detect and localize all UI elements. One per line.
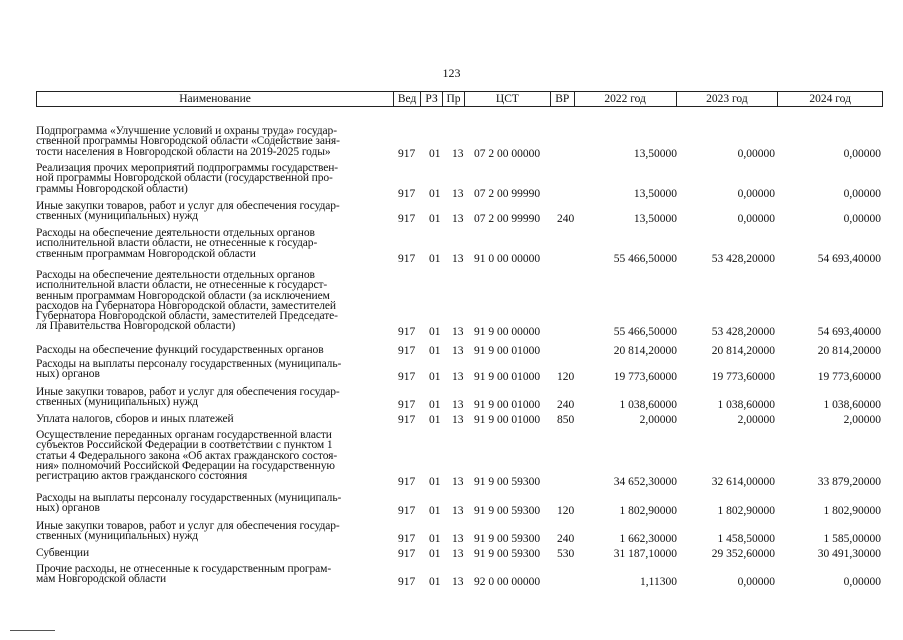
row-name-line: ных) органов [36, 502, 100, 515]
table-row [36, 493, 883, 516]
row-name-line: исполнительной власти области, не отнесенные к государст- [36, 279, 328, 292]
row-name-line: Иные закупки товаров, работ и услуг для обеспечения государ- [36, 520, 340, 532]
cell-y2024: 19 773,60000 [817, 371, 881, 383]
cell-y2023: 20 814,20000 [711, 345, 775, 357]
cell-pr: 13 [452, 505, 464, 517]
cell-y2024: 54 693,40000 [817, 326, 881, 338]
cell-cst: 91 9 00 01000 [474, 414, 541, 426]
cell-y2024: 54 693,40000 [817, 253, 881, 265]
row-name-line: ственных (муниципальных) нужд [36, 210, 199, 223]
row-name-line: регистрацию актов гражданского состояния [36, 470, 248, 483]
budget-table [36, 91, 883, 588]
cell-y2023: 0,00000 [737, 148, 775, 160]
row-values [36, 145, 883, 160]
cell-vr: 240 [557, 399, 575, 411]
cell-pr: 13 [452, 533, 464, 545]
cell-ved: 917 [398, 576, 416, 588]
row-name-line: ной программы Новгородской области (государственной про- [36, 172, 333, 185]
cell-y2023: 53 428,20000 [711, 326, 775, 338]
row-name-line: тости населения в Новгородской области на 2019-2025 годы» [36, 145, 331, 158]
table-row [36, 201, 883, 224]
cell-cst: 91 9 00 59300 [474, 476, 541, 488]
row-name-line: ственных (муниципальных) нужд [36, 396, 199, 409]
table-row [36, 548, 883, 560]
row-values [36, 210, 883, 225]
cell-ved: 917 [398, 505, 416, 517]
row-name-line: Прочие расходы, не отнесенные к государственным програм- [36, 563, 332, 575]
cell-vr: 850 [557, 414, 575, 426]
row-values [36, 326, 883, 338]
header-name: Наименование [37, 92, 394, 106]
cell-ved: 917 [398, 533, 416, 545]
cell-cst: 07 2 00 99990 [474, 213, 541, 225]
row-name-line: граммы Новгородской области) [36, 182, 188, 195]
cell-y2024: 1 802,90000 [823, 505, 881, 517]
cell-cst: 07 2 00 99990 [474, 188, 541, 200]
cell-y2024: 0,00000 [843, 148, 881, 160]
cell-y2023: 32 614,00000 [711, 476, 775, 488]
row-name-line: ля Правительства Новгородской области) [36, 320, 236, 333]
cell-y2023: 0,00000 [737, 188, 775, 200]
footer-divider [10, 630, 55, 631]
cell-cst: 91 9 00 59300 [474, 548, 541, 560]
row-name-line: мам Новгородской области [36, 573, 167, 586]
cell-cst: 91 9 00 59300 [474, 505, 541, 517]
header-2023: 2023 год [677, 92, 779, 106]
cell-pr: 13 [452, 326, 464, 338]
header-vr: ВР [551, 92, 575, 106]
row-name-line: ния» полномочий Российской Федерации на государственную [36, 459, 335, 472]
cell-rz: 01 [429, 326, 441, 338]
row-name-line: Иные закупки товаров, работ и услуг для обеспечения государ- [36, 386, 340, 398]
cell-rz: 01 [429, 505, 441, 517]
row-name-line: субъектов Российской Федерации в соответствии с пунктом 1 [36, 439, 333, 452]
row-name-line: статьи 4 Федерального закона «Об актах гражданского состоя- [36, 449, 338, 462]
table-row [36, 521, 883, 544]
cell-cst: 91 9 00 00000 [474, 326, 541, 338]
cell-ved: 917 [398, 548, 416, 560]
row-name-line: Губернатора Новгородской области, заместителей Председате- [36, 310, 338, 323]
cell-y2022: 20 814,20000 [613, 345, 677, 357]
cell-rz: 01 [429, 213, 441, 225]
cell-vr: 120 [557, 371, 575, 383]
cell-rz: 01 [429, 548, 441, 560]
row-name [36, 430, 386, 481]
cell-y2022: 1,11300 [640, 576, 677, 588]
cell-y2024: 0,00000 [843, 188, 881, 200]
cell-rz: 01 [429, 345, 441, 357]
cell-ved: 917 [398, 476, 416, 488]
row-values [36, 414, 883, 426]
table-row [36, 162, 883, 200]
cell-y2022: 1 038,60000 [619, 399, 677, 411]
row-name-line: Осуществление переданных органам государственной власти [36, 429, 332, 441]
cell-y2022: 13,50000 [633, 188, 677, 200]
cell-rz: 01 [429, 371, 441, 383]
cell-y2022: 1 662,30000 [619, 533, 677, 545]
row-name-line: расходов на Губернатора Новгородской области, заместителей [36, 299, 336, 312]
cell-y2024: 0,00000 [843, 576, 881, 588]
cell-rz: 01 [429, 188, 441, 200]
cell-ved: 917 [398, 148, 416, 160]
cell-y2024: 2,00000 [843, 414, 881, 426]
cell-y2023: 1 802,90000 [717, 505, 775, 517]
row-name-line: Иные закупки товаров, работ и услуг для обеспечения государ- [36, 200, 340, 212]
cell-vr: 530 [557, 548, 575, 560]
row-name-line: ных) органов [36, 368, 100, 381]
row-name-line: ственной программы Новгородской области «Содействие заня- [36, 135, 340, 148]
cell-rz: 01 [429, 148, 441, 160]
cell-y2023: 2,00000 [737, 414, 775, 426]
table-row [36, 429, 883, 488]
cell-pr: 13 [452, 399, 464, 411]
cell-y2024: 20 814,20000 [817, 345, 881, 357]
cell-rz: 01 [429, 253, 441, 265]
header-pr: Пр [443, 92, 465, 106]
cell-y2022: 1 802,90000 [619, 505, 677, 517]
cell-cst: 07 2 00 00000 [474, 148, 541, 160]
cell-ved: 917 [398, 253, 416, 265]
row-name-line: Расходы на выплаты персоналу государственных (муниципаль- [36, 358, 342, 370]
cell-ved: 917 [398, 345, 416, 357]
cell-y2022: 13,50000 [633, 148, 677, 160]
cell-y2023: 29 352,60000 [711, 548, 775, 560]
cell-vr: 240 [557, 213, 575, 225]
row-values [36, 396, 883, 411]
cell-y2022: 31 187,10000 [613, 548, 677, 560]
cell-vr: 120 [557, 505, 575, 517]
cell-y2024: 1 585,00000 [823, 533, 881, 545]
header-2022: 2022 год [575, 92, 677, 106]
cell-pr: 13 [452, 414, 464, 426]
row-values [36, 530, 883, 545]
cell-ved: 917 [398, 399, 416, 411]
cell-y2023: 53 428,20000 [711, 253, 775, 265]
row-values [36, 188, 883, 200]
cell-pr: 13 [452, 476, 464, 488]
cell-pr: 13 [452, 345, 464, 357]
cell-ved: 917 [398, 326, 416, 338]
cell-y2024: 30 491,30000 [817, 548, 881, 560]
row-values [36, 548, 883, 560]
cell-y2023: 1 038,60000 [717, 399, 775, 411]
table-row [36, 345, 883, 357]
cell-vr: 240 [557, 533, 575, 545]
header-cst: ЦСТ [465, 92, 551, 106]
header-rz: РЗ [421, 92, 443, 106]
row-name-line: ственных (муниципальных) нужд [36, 530, 199, 543]
row-name-line: Расходы на выплаты персоналу государственных (муниципаль- [36, 492, 342, 504]
cell-pr: 13 [452, 148, 464, 160]
cell-rz: 01 [429, 533, 441, 545]
row-name-line: Уплата налогов, сборов и иных платежей [36, 413, 234, 425]
cell-ved: 917 [398, 188, 416, 200]
cell-ved: 917 [398, 414, 416, 426]
cell-ved: 917 [398, 371, 416, 383]
cell-y2023: 1 458,50000 [717, 533, 775, 545]
cell-y2022: 55 466,50000 [613, 326, 677, 338]
cell-y2024: 1 038,60000 [823, 399, 881, 411]
row-name-line: Реализация прочих мероприятий подпрограммы государствен- [36, 162, 339, 174]
row-values [36, 476, 883, 488]
cell-y2022: 34 652,30000 [613, 476, 677, 488]
row-values [36, 253, 883, 265]
row-name-line: ственным программам Новгородской области [36, 247, 256, 260]
cell-rz: 01 [429, 414, 441, 426]
cell-pr: 13 [452, 576, 464, 588]
cell-y2022: 19 773,60000 [613, 371, 677, 383]
row-name-line: Подпрограмма «Улучшение условий и охраны труда» государ- [36, 125, 337, 137]
table-row [36, 414, 883, 426]
table-header [36, 91, 883, 107]
header-2024: 2024 год [809, 93, 851, 105]
cell-pr: 13 [452, 253, 464, 265]
row-name [36, 270, 386, 332]
cell-cst: 91 0 00 00000 [474, 253, 541, 265]
header-ved: Вед [394, 92, 421, 106]
row-values [36, 368, 883, 383]
table-row [36, 359, 883, 382]
table-row [36, 126, 883, 159]
row-name-line: Расходы на обеспечение функций государственных органов [36, 344, 324, 356]
cell-y2024: 0,00000 [843, 213, 881, 225]
cell-cst: 91 9 00 59300 [474, 533, 541, 545]
cell-pr: 13 [452, 213, 464, 225]
cell-y2022: 13,50000 [633, 213, 677, 225]
cell-y2022: 2,00000 [639, 414, 677, 426]
row-name-line: Субвенции [36, 547, 90, 559]
row-name-line: Расходы на обеспечение деятельности отдельных органов [36, 227, 315, 239]
cell-cst: 91 9 00 01000 [474, 345, 541, 357]
cell-y2023: 0,00000 [737, 576, 775, 588]
row-name-line: Расходы на обеспечение деятельности отдельных органов [36, 269, 315, 281]
page-number: 123 [442, 66, 461, 80]
cell-cst: 91 9 00 01000 [474, 371, 541, 383]
cell-ved: 917 [398, 213, 416, 225]
cell-y2022: 55 466,50000 [613, 253, 677, 265]
table-row [36, 387, 883, 410]
cell-rz: 01 [429, 399, 441, 411]
cell-y2024: 33 879,20000 [817, 476, 881, 488]
table-row [36, 564, 883, 587]
table-row [36, 269, 883, 338]
row-name-line: исполнительной власти области, не отнесенные к государ- [36, 237, 318, 250]
cell-y2023: 0,00000 [737, 213, 775, 225]
cell-rz: 01 [429, 576, 441, 588]
cell-cst: 91 9 00 01000 [474, 399, 541, 411]
cell-pr: 13 [452, 548, 464, 560]
cell-pr: 13 [452, 188, 464, 200]
cell-pr: 13 [452, 371, 464, 383]
cell-cst: 92 0 00 00000 [474, 576, 541, 588]
table-row [36, 227, 883, 265]
row-values [36, 573, 883, 588]
row-values [36, 345, 883, 357]
cell-y2023: 19 773,60000 [711, 371, 775, 383]
row-name-line: венным программам Новгородской области (за исключением [36, 289, 330, 302]
row-values [36, 502, 883, 517]
cell-rz: 01 [429, 476, 441, 488]
